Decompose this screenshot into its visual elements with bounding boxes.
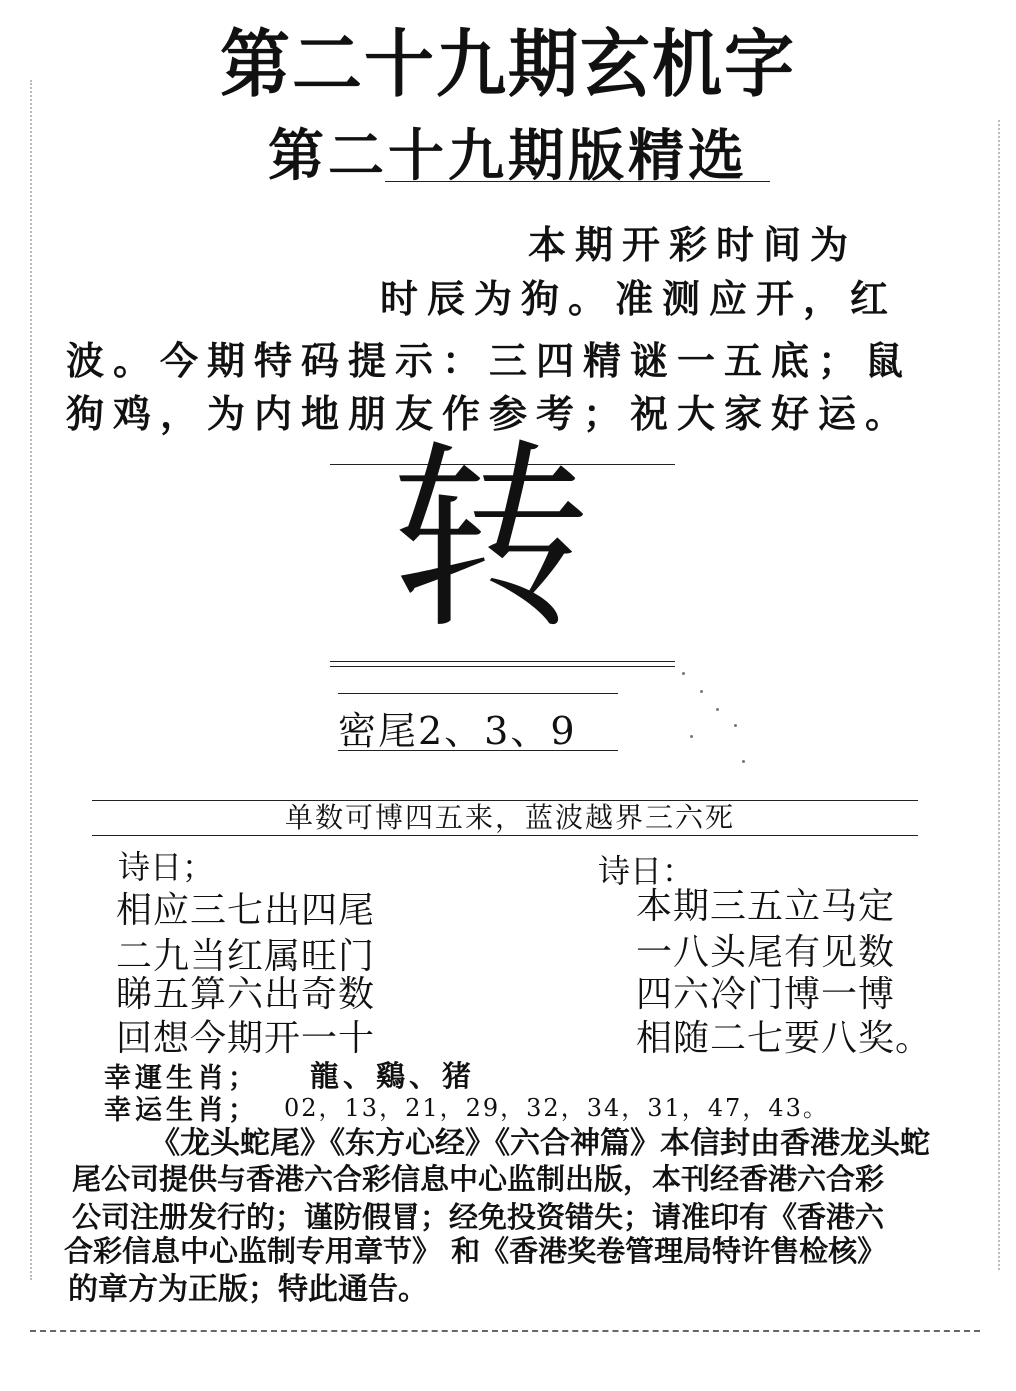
print-speck	[682, 672, 685, 675]
print-speck	[700, 690, 703, 693]
poem-left-heading: 诗日；	[118, 848, 215, 886]
print-speck	[716, 708, 719, 711]
poem-right-line: 本期三五立马定	[636, 886, 896, 927]
poem-left-line: 回想今期开一十	[116, 1018, 376, 1059]
intro-line-2: 时辰为狗。准测应开，红	[380, 277, 898, 321]
slogan-bottom-rule	[92, 835, 918, 836]
notice-line-3: 公司注册发行的；谨防假冒；经免投资错失；请准印有《香港六	[72, 1200, 885, 1234]
lucky-numbers-label: 幸运生肖；	[104, 1095, 259, 1126]
page-title: 第二十九期玄机字	[220, 21, 796, 108]
print-speck	[742, 760, 745, 763]
notice-line-4: 合彩信息中心监制专用章节》 和《香港奖卷管理局特许售检核》	[64, 1234, 887, 1268]
print-speck	[734, 724, 737, 727]
lucky-numbers-value: 02，13，21，29，32，34，31，47，43。	[284, 1094, 829, 1122]
left-scan-edge	[30, 80, 32, 1280]
poem-left-line: 二九当红属旺门	[116, 936, 376, 977]
poem-right-line: 一八头尾有见数	[636, 932, 896, 973]
intro-line-4: 狗鸡，为内地朋友作参考；祝大家好运。	[66, 392, 913, 436]
right-scan-edge	[998, 120, 1000, 1270]
poem-left-line: 睇五算六出奇数	[116, 974, 376, 1015]
poem-right-line: 四六冷门博一博	[636, 974, 896, 1015]
intro-line-1: 本期开彩时间为	[528, 223, 858, 267]
poem-right-line: 相随二七要八奖。	[636, 1018, 933, 1059]
riddle-character: 转	[389, 423, 590, 656]
secret-tail: 密尾2、3、9	[338, 709, 577, 753]
riddle-bottom-rule-2	[330, 666, 675, 667]
secret-bottom-rule	[338, 750, 618, 751]
subtitle-underline	[385, 181, 770, 182]
bottom-scan-line	[30, 1330, 980, 1332]
poem-right-heading: 诗日：	[598, 852, 695, 890]
lucky-zodiac-label: 幸運生肖；	[104, 1063, 259, 1094]
riddle-bottom-rule-1	[330, 661, 675, 662]
page-subtitle: 第二十九期版精选	[268, 124, 748, 189]
intro-line-3: 波。今期特码提示：三四精谜一五底；鼠	[66, 339, 913, 383]
notice-line-2: 尾公司提供与香港六合彩信息中心监制出版，本刊经香港六合彩	[72, 1162, 885, 1196]
secret-top-rule	[338, 693, 618, 694]
notice-line-5: 的章方为正版；特此通告。	[68, 1272, 428, 1307]
slogan: 单数可博四五来，蓝波越界三六死	[284, 801, 735, 834]
lucky-zodiac-value: 龍、鷄、猪	[310, 1059, 476, 1093]
notice-line-1: 《龙头蛇尾》《东方心经》《六合神篇》本信封由香港龙头蛇	[150, 1126, 930, 1161]
print-speck	[690, 735, 693, 738]
poem-left-line: 相应三七出四尾	[116, 890, 376, 931]
